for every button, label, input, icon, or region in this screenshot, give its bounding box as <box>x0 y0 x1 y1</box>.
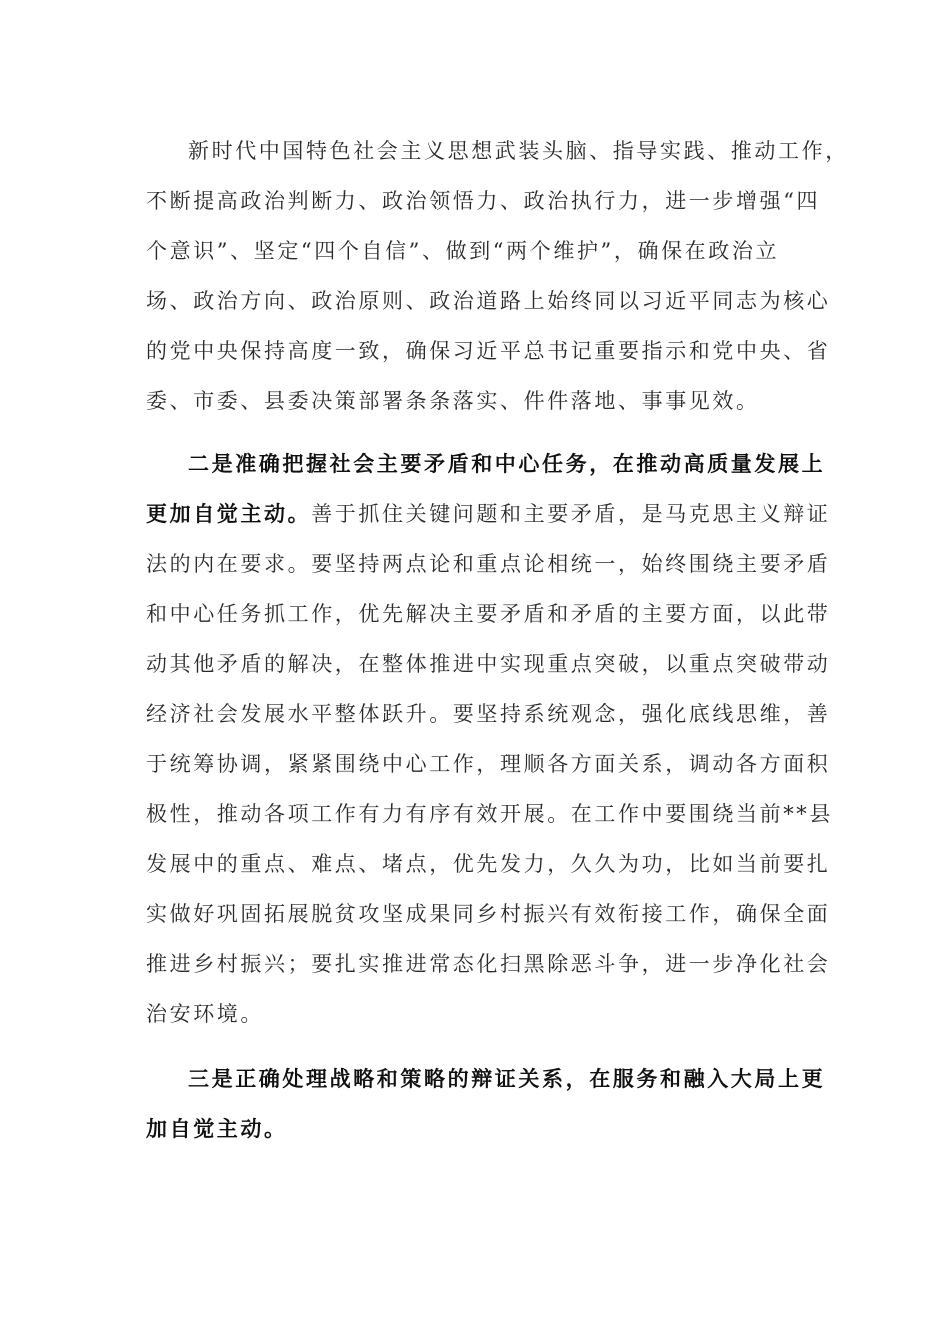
paragraph-line: 动其他矛盾的解决，在整体推进中实现重点突破，以重点突破带动 <box>146 652 831 676</box>
paragraph-line: 法的内在要求。要坚持两点论和重点论相统一，始终围绕主要矛盾 <box>146 552 831 576</box>
paragraph-text: 善于抓住关键问题和主要矛盾，是马克思主义辩证 <box>311 502 831 526</box>
paragraph-line: 治安环境。 <box>146 1002 264 1026</box>
paragraph-line: 场、政治方向、政治原则、政治道路上始终同以习近平同志为核心 <box>146 289 831 313</box>
paragraph-1 <box>146 126 849 426</box>
paragraph-line: 和中心任务抓工作，优先解决主要矛盾和矛盾的主要方面，以此带 <box>146 602 831 626</box>
paragraph-3 <box>146 1054 826 1154</box>
section-heading-end: 加自觉主动。 <box>146 1116 288 1141</box>
paragraph-line: 新时代中国特色社会主义思想武装头脑、指导实践、推动工作， <box>188 139 849 163</box>
paragraph-line: 经济社会发展水平整体跃升。要坚持系统观念，强化底线思维，善 <box>146 702 831 726</box>
paragraph-line: 的党中央保持高度一致，确保习近平总书记重要指示和党中央、省 <box>146 339 831 363</box>
section-heading-end: 更加自觉主动。 <box>146 501 312 526</box>
paragraph-line: 不断提高政治判断力、政治领悟力、政治执行力，进一步增强“四 <box>146 189 821 213</box>
section-heading: 三是正确处理战略和策略的辩证关系，在服务和融入大局上更 <box>188 1066 826 1091</box>
section-heading: 二是准确把握社会主要矛盾和中心任务，在推动高质量发展上 <box>188 451 826 476</box>
paragraph-line: 实做好巩固拓展脱贫攻坚成果同乡村振兴有效衔接工作，确保全面 <box>146 902 831 926</box>
paragraph-line: 个意识”、坚定“四个自信”、做到“两个维护”，确保在政治立 <box>146 239 780 263</box>
paragraph-line: 发展中的重点、难点、堵点，优先发力，久久为功，比如当前要扎 <box>146 852 831 876</box>
paragraph-line <box>146 489 831 539</box>
paragraph-line: 推进乡村振兴；要扎实推进常态化扫黑除恶斗争，进一步净化社会 <box>146 952 831 976</box>
paragraph-2 <box>146 439 833 1039</box>
paragraph-line: 于统筹协调，紧紧围绕中心工作，理顺各方面关系，调动各方面积 <box>146 752 831 776</box>
paragraph-line: 委、市委、县委决策部署条条落实、件件落地、事事见效。 <box>146 389 760 413</box>
paragraph-line: 极性，推动各项工作有力有序有效开展。在工作中要围绕当前**县 <box>146 802 833 826</box>
